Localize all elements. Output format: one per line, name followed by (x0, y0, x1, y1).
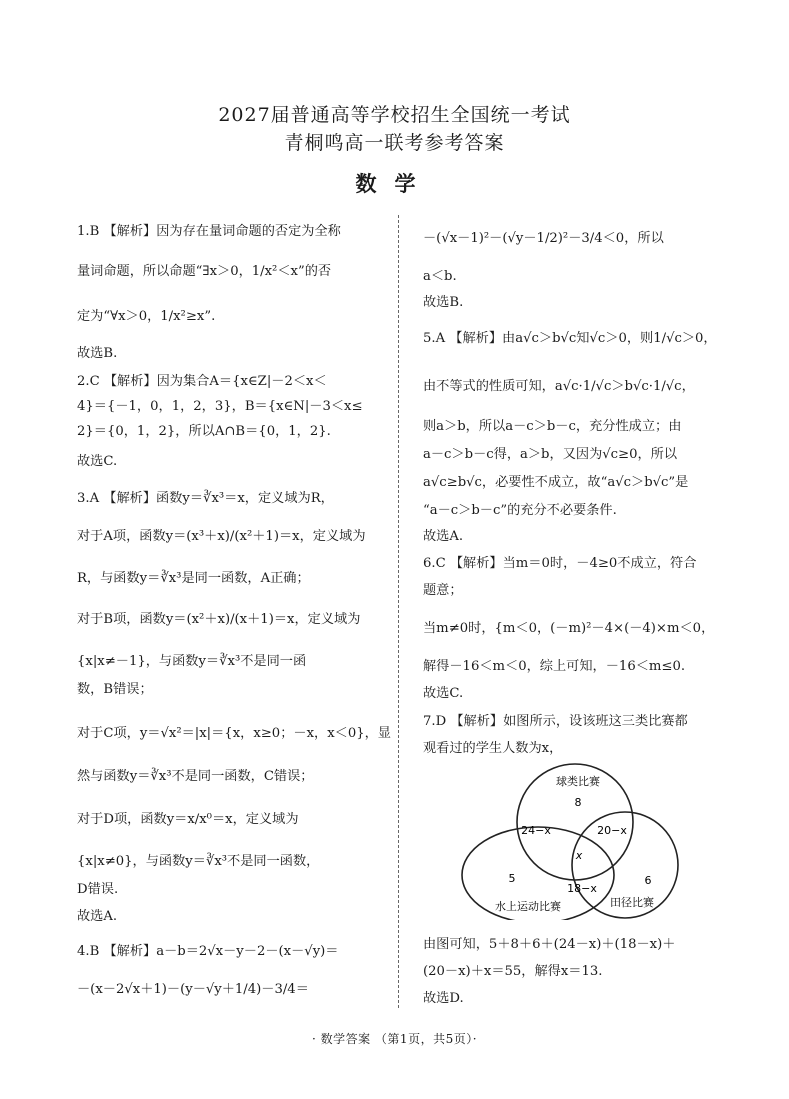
text-line: 故选C. (77, 454, 118, 469)
text-line: R，与函数y＝∛x³是同一函数，A正确； (77, 571, 310, 586)
label-left: 水上运动比赛 (495, 900, 561, 913)
exam-title: 2027届普通高等学校招生全国统一考试 (218, 104, 571, 126)
value-top-right: 20−x (597, 824, 627, 837)
venn-diagram (450, 762, 720, 920)
text-line: 数，B错误； (77, 682, 153, 697)
text-line: 解得－16＜m＜0，综上可知，－16＜m≤0. (423, 659, 686, 674)
text-line: 7.D 【解析】如图所示，设该班这三类比赛都 (423, 714, 688, 729)
text-line: a＜b. (423, 269, 457, 284)
text-line: 故选A. (77, 909, 118, 924)
text-line: 故选A. (423, 529, 464, 544)
text-line: 2}＝{0，1，2}，所以A∩B＝{0，1，2}. (77, 424, 331, 439)
text-line: 对于B项，函数y＝(x²＋x)/(x＋1)＝x，定义域为 (77, 612, 361, 627)
label-right: 田径比赛 (610, 896, 654, 909)
text-line: 3.A 【解析】函数y＝∛x³＝x，定义域为R， (77, 491, 334, 506)
text-line: 定为“∀x＞0，1/x²≥x”. (77, 309, 216, 324)
text-line: －(x－2√x＋1)－(y－√y＋1/4)－3/4＝ (77, 982, 309, 997)
text-line: 6.C 【解析】当m＝0时，－4≥0不成立，符合 (423, 556, 697, 571)
value-top-only: 8 (574, 796, 582, 809)
text-line: 故选B. (423, 295, 464, 310)
text-line: a√c≥b√c，必要性不成立，故“a√c＞b√c”是 (423, 475, 689, 490)
text-line: “a－c＞b－c”的充分不必要条件. (423, 503, 617, 518)
text-line: 故选B. (77, 346, 118, 361)
text-line: 题意； (423, 583, 463, 598)
text-line: {x|x≠－1}，与函数y＝∛x³不是同一函 (77, 654, 307, 669)
text-line: 由图可知，5＋8＋6＋(24－x)＋(18－x)＋ (423, 937, 676, 952)
text-line: 5.A 【解析】由a√c＞b√c知√c＞0，则1/√c＞0， (423, 331, 717, 346)
text-line: 1.B 【解析】因为存在量词命题的否定为全称 (77, 224, 341, 239)
column-divider (398, 215, 399, 1008)
text-line: 由不等式的性质可知，a√c·1/√c＞b√c·1/√c， (423, 379, 695, 394)
value-right-only: 6 (644, 874, 652, 887)
text-line: 故选D. (423, 991, 464, 1006)
value-left-right: 18−x (567, 882, 597, 895)
exam-subtitle: 青桐鸣高一联考参考答案 (284, 132, 505, 154)
text-line: (20－x)＋x＝55，解得x＝13. (423, 964, 603, 979)
text-line: 2.C 【解析】因为集合A＝{x∈Z|－2＜x＜ (77, 374, 327, 389)
text-line: 对于A项，函数y＝(x³＋x)/(x²＋1)＝x，定义域为 (77, 529, 366, 544)
text-line: 故选C. (423, 686, 464, 701)
text-line: {x|x≠0}，与函数y＝∛x³不是同一函数， (77, 854, 320, 869)
text-line: 量词命题，所以命题“∃x＞0，1/x²＜x”的否 (77, 264, 332, 279)
page-footer: · 数学答案 （第1页，共5页）· (311, 1032, 478, 1046)
value-left-only: 5 (508, 872, 516, 885)
text-line: D错误. (77, 882, 119, 897)
text-line: 4}＝{－1，0，1，2，3}，B＝{x∈N|－3＜x≤ (77, 399, 363, 414)
text-line: 对于D项，函数y＝x/x⁰＝x，定义域为 (77, 812, 299, 827)
text-line: －(√x－1)²－(√y－1/2)²－3/4＜0，所以 (423, 231, 664, 246)
text-line: 当m≠0时，{m＜0，(－m)²－4×(－4)×m＜0， (423, 621, 715, 636)
text-line: 则a＞b，所以a－c＞b－c，充分性成立；由 (423, 419, 682, 434)
text-line: 对于C项，y＝√x²＝|x|＝{x，x≥0；－x，x＜0}，显 (77, 726, 391, 741)
subject-heading: 数学 (355, 171, 434, 196)
text-line: 4.B 【解析】a－b＝2√x－y－2－(x－√y)＝ (77, 944, 339, 959)
value-center: x (575, 849, 583, 862)
value-top-left: 24−x (521, 824, 551, 837)
text-line: 然与函数y＝∛x³不是同一函数，C错误； (77, 769, 314, 784)
text-line: a－c＞b－c得，a＞b，又因为√c≥0，所以 (423, 447, 678, 462)
text-line: 观看过的学生人数为x， (423, 741, 563, 756)
label-top: 球类比赛 (556, 775, 600, 788)
